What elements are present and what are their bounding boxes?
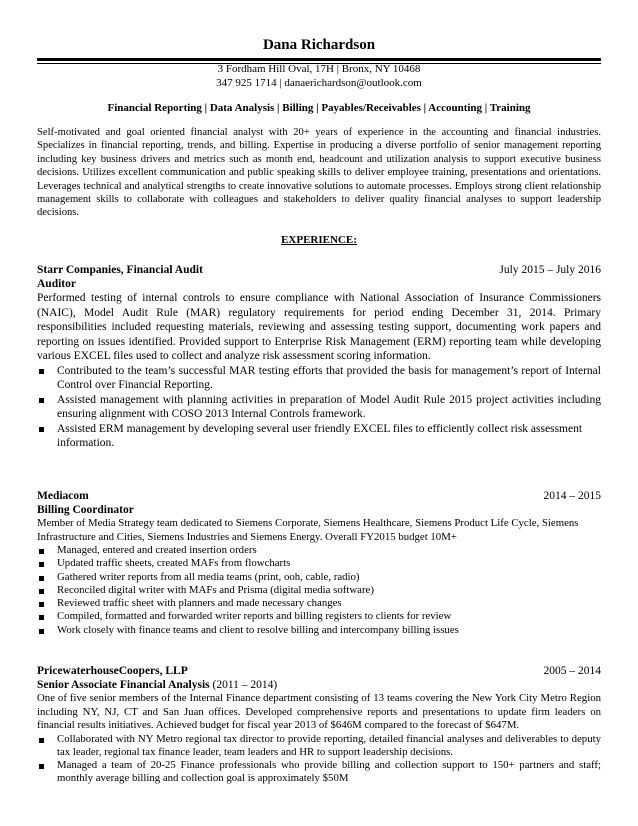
company-name: Mediacom (37, 490, 89, 502)
bullet-square-icon (39, 629, 44, 634)
bullet-square-icon (39, 562, 44, 567)
list-item: Gathered writer reports from all media teams (print, ooh, cable, radio) (37, 571, 601, 584)
list-item: Reconciled digital writer with MAFs and Prisma (digital media software) (37, 584, 601, 597)
company-name: PricewaterhouseCoopers, LLP (37, 665, 188, 677)
bullet-square-icon (39, 576, 44, 581)
job-mediacom (37, 489, 601, 637)
job-bullets (37, 733, 601, 786)
bullet-square-icon (39, 398, 44, 403)
role-dates: (2011 – 2014) (212, 679, 278, 691)
job-role: Senior Associate Financial Analysis (37, 679, 210, 691)
job-bullets (37, 544, 601, 637)
list-item: Collaborated with NY Metro regional tax director to provide reporting, detailed financial analyses and deliverables to deputy tax leader, regional tax finance leader, team leaders and HR to support leadership decisions. (37, 733, 601, 760)
list-item: Contributed to the team’s successful MAR testing efforts that provided the basis for management’s report of Internal Control over Financial Reporting. (37, 364, 601, 393)
list-item: Compiled, formatted and forwarded writer reports and billing registers to clients for review (37, 610, 601, 623)
bullet-square-icon (39, 369, 44, 374)
job-header (37, 489, 601, 503)
bullet-square-icon (39, 427, 44, 432)
bullet-square-icon (39, 602, 44, 607)
job-role: Auditor (37, 278, 76, 290)
job-role: Billing Coordinator (37, 504, 134, 516)
bullet-square-icon (39, 549, 44, 554)
list-item: Managed, entered and created insertion orders (37, 544, 601, 557)
job-pwc (37, 664, 601, 786)
list-item: Assisted management with planning activities in preparation of Model Audit Rule 2015 project activities including ensuring alignment with COSO 2013 Internal Controls framework. (37, 393, 601, 422)
job-header (37, 263, 601, 277)
job-description: Performed testing of internal controls to ensure compliance with National Association of Insurance Commissioners (NAIC), Model Audit Rule (MAR) regulatory requirements for period ending December 31, 2014. Primary responsibilities included requesting materials, reviewing and assessing testing support, documenting work papers and reporting on issues identified. Provided support to Enterprise Risk Management (ERM) reporting team while developing various EXCEL files used to collect and analyze risk assessment scoring information. (37, 292, 601, 362)
contact-line: 347 925 1714 | danaerichardson@outlook.com (216, 77, 422, 89)
list-item: Updated traffic sheets, created MAFs from flowcharts (37, 557, 601, 570)
summary-paragraph: Self-motivated and goal oriented financial analyst with 20+ years of experience in the accounting and financial industries. Specializes in financial reporting, trends, and billing. Expertise in producing a diverse portfolio of senior management reporting including key business drivers and metrics such as month end, headcount and utilization analysis to support executive business decisions. Utilizes excellent communication and public speaking skills to deliver employee training, presentations and orientations. Leverages technical and analytical strengths to create innovative solutions to automate processes. Employs strong client relationship management skills to collaborate with colleagues and stakeholders to deliver quality financial analyses to support leadership decisions. (37, 127, 601, 219)
company-name: Starr Companies, Financial Audit (37, 264, 203, 276)
job-starr (37, 263, 601, 451)
skills-line: Financial Reporting | Data Analysis | Billing | Payables/Receivables | Accounting | Training (107, 102, 531, 114)
header-rule-thick (37, 58, 601, 61)
address-line: 3 Fordham Hill Oval, 17H | Bronx, NY 10468 (217, 63, 421, 75)
job-description: Member of Media Strategy team dedicated to Siemens Corporate, Siemens Healthcare, Siemens Product Life Cycle, Siemens Infrastructure and Cities, Siemens Industries and Siemens Energy. Overall FY2015 budget 10M+ (37, 517, 579, 543)
list-item: Work closely with finance teams and client to resolve billing and intercompany billing issues (37, 624, 601, 637)
job-bullets (37, 364, 601, 451)
list-item: Managed a team of 20-25 Finance professionals who provide billing and collection support to 150+ partners and staff; monthly average billing and collection goal is approximately $50M (37, 759, 601, 786)
job-header (37, 664, 601, 678)
job-dates: 2014 – 2015 (543, 490, 601, 502)
bullet-square-icon (39, 764, 44, 769)
list-item: Assisted ERM management by developing several user friendly EXCEL files to efficiently collect risk assessment information. (37, 422, 601, 451)
job-dates: July 2015 – July 2016 (499, 264, 601, 276)
experience-heading: EXPERIENCE: (281, 234, 357, 246)
bullet-square-icon (39, 738, 44, 743)
candidate-name: Dana Richardson (262, 37, 376, 53)
bullet-square-icon (39, 589, 44, 594)
job-dates: 2005 – 2014 (543, 665, 601, 677)
bullet-square-icon (39, 615, 44, 620)
list-item: Reviewed traffic sheet with planners and made necessary changes (37, 597, 601, 610)
job-role-line (37, 678, 601, 692)
job-description: One of five senior members of the Internal Finance department consisting of 13 teams covering the New York City Metro Region including NY, NJ, CT and San Juan offices. Developed comprehensive reports and presentations to update firm leaders on financial results initiatives. Achieved budget for fiscal year 2013 of $646M compared to the forecast of $647M. (37, 692, 601, 731)
